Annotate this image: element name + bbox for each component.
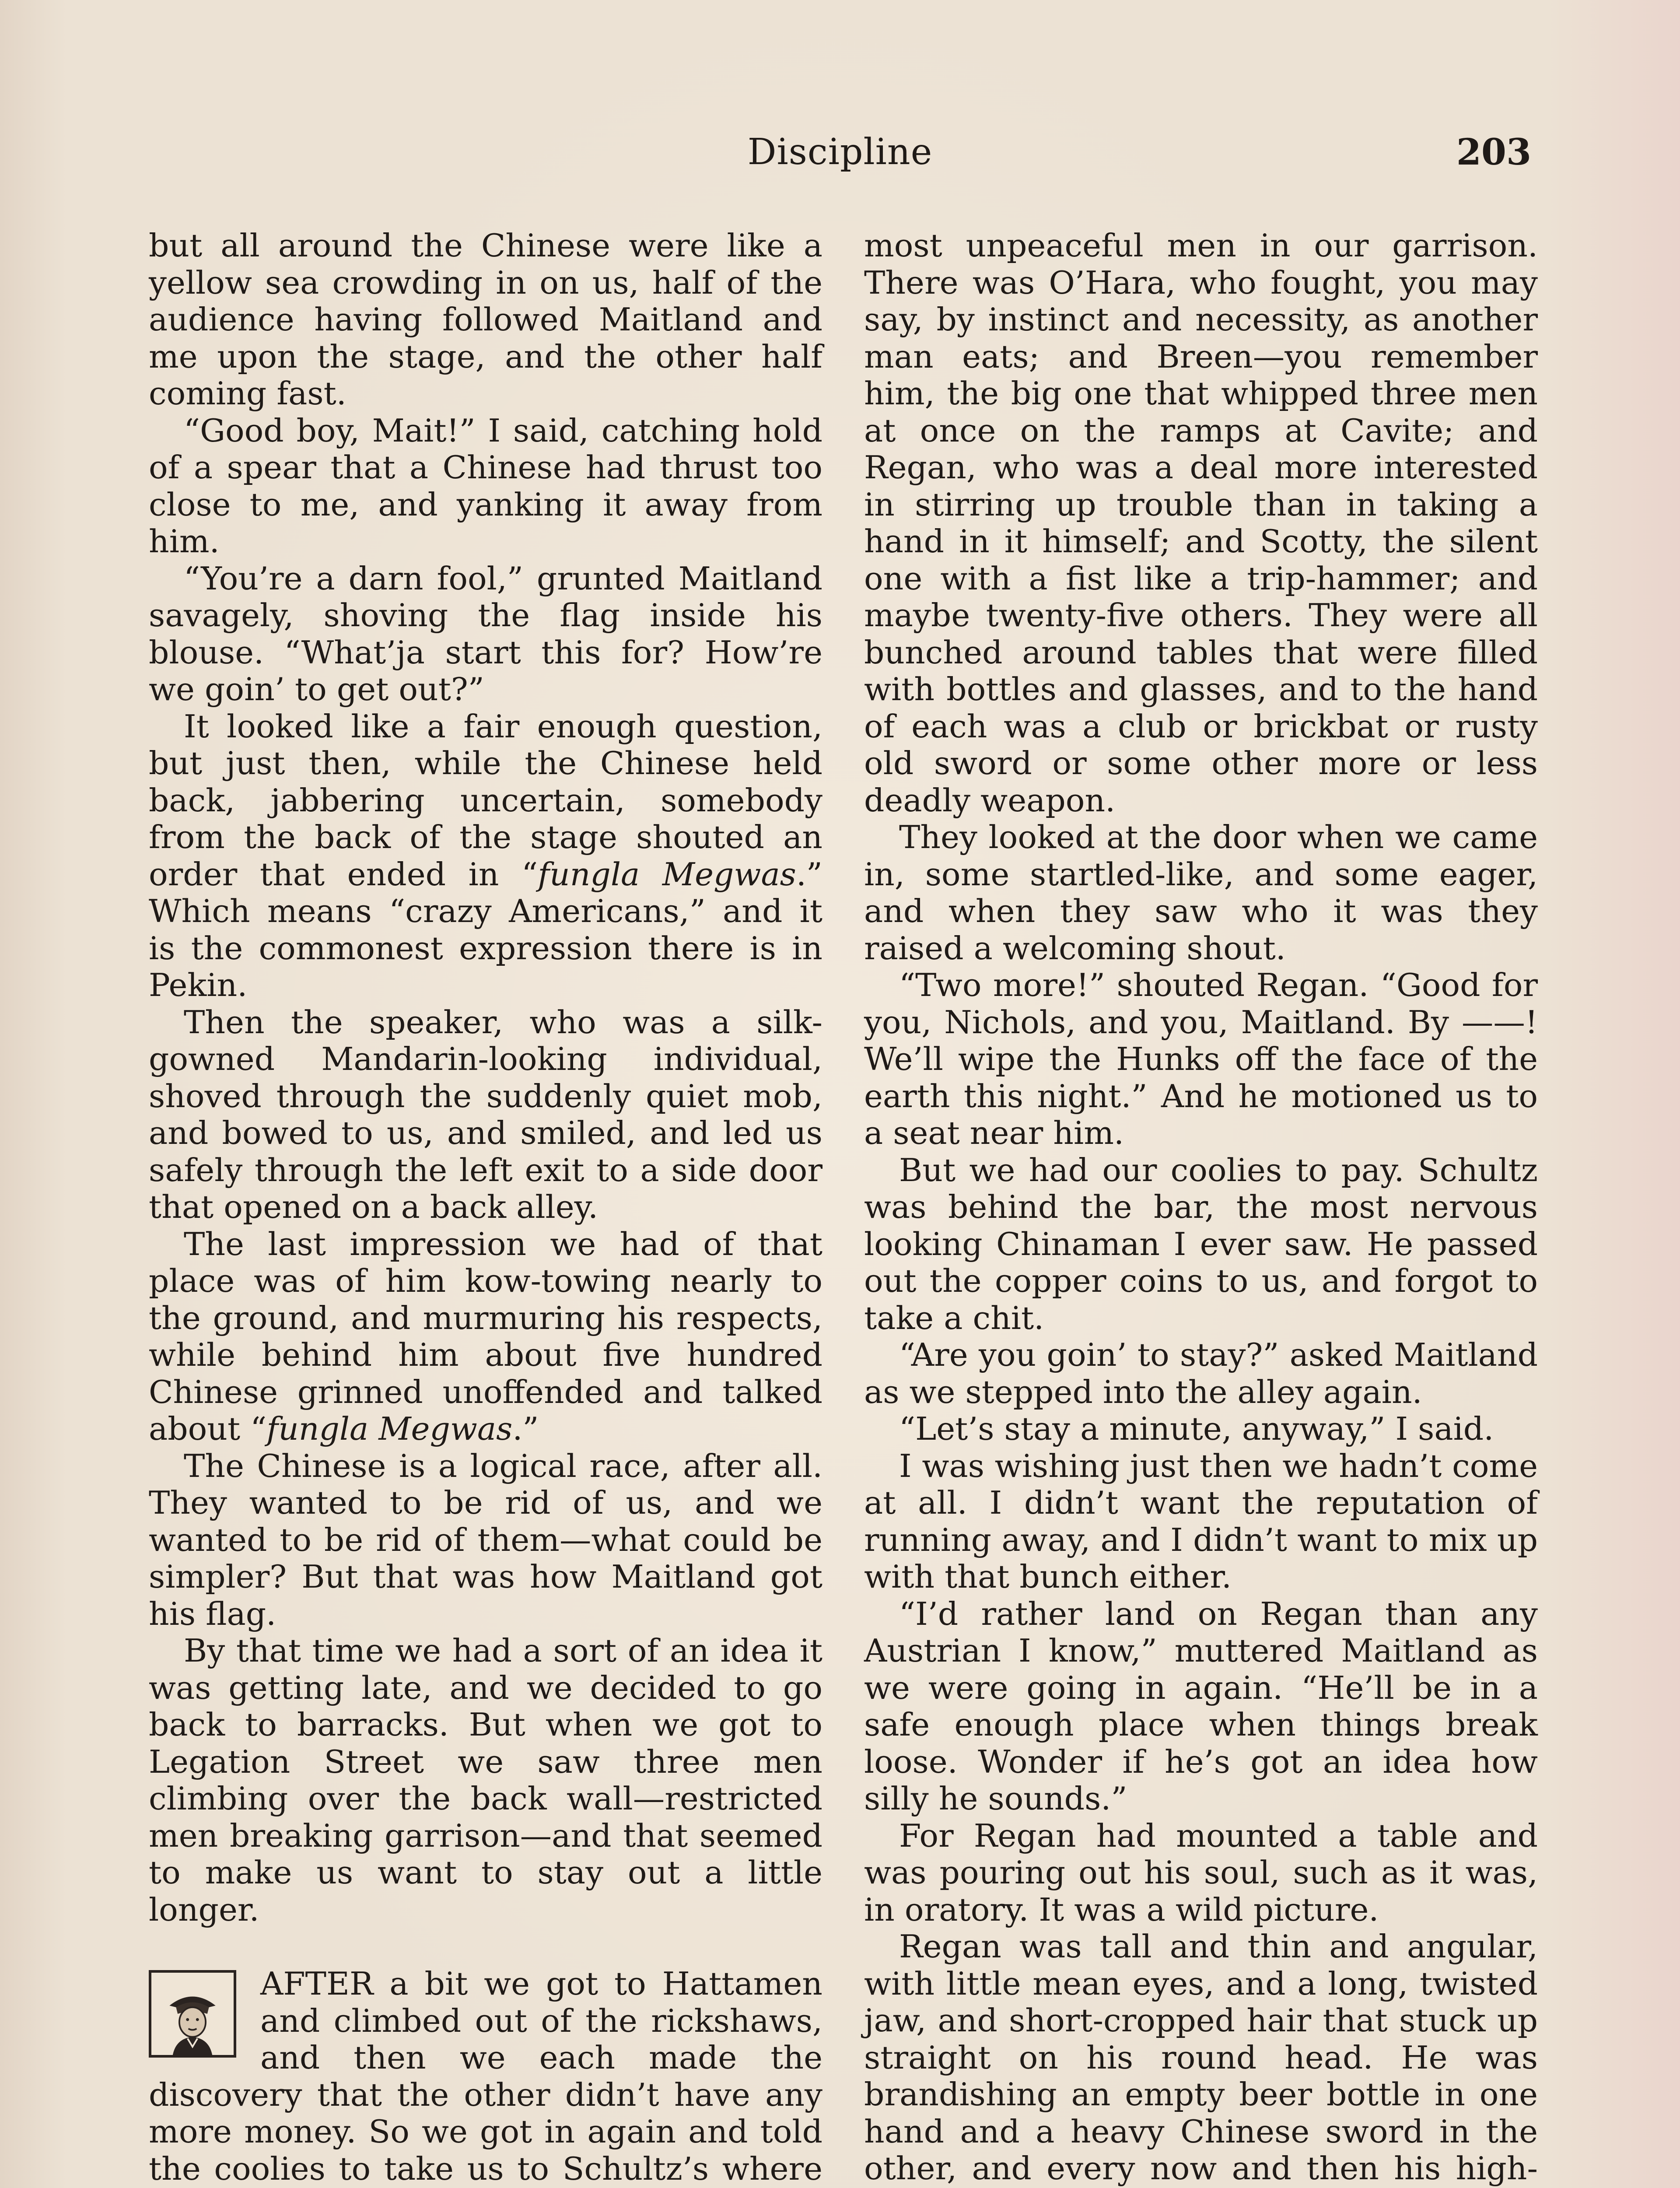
soldier-portrait-drawing xyxy=(151,1973,234,2055)
paragraph: Then the speaker, who was a silk-gowned Mandarin-looking individual, shoved through the suddenly quiet mob, and bowed to us, and smiled, and led us safely through the left exit to a side door that opened on a back alley. xyxy=(149,1004,822,1226)
paragraph: “I’d rather land on Regan than any Austrian I know,” muttered Maitland as we were going in again. “He’ll be in a safe enough place when things break loose. Wonder if he’s got an idea how silly he sounds.” xyxy=(864,1595,1538,1817)
text-run: It looked like a fair enough question, but just then, while the Chinese held back, jabbering uncertain, somebody from the back of the stage shouted an order that ended in “ xyxy=(149,708,822,893)
paragraph: “Good boy, Mait!” I said, catching hold of a spear that a Chinese had thrust too close to me, and yanking it away from him. xyxy=(149,412,822,560)
paragraph: I was wishing just then we hadn’t come at all. I didn’t want the reputation of running away, and I didn’t want to mix up with that bunch either. xyxy=(864,1448,1538,1595)
paragraph: But we had our coolies to pay. Schultz was behind the bar, the most nervous looking Chinaman I ever saw. He passed out the copper coins to us, and forgot to take a chit. xyxy=(864,1152,1538,1337)
paragraph: but all around the Chinese were like a yellow sea crowding in on us, half of the audience having followed Maitland and me upon the stage, and the other half coming fast. xyxy=(149,228,822,412)
paragraph: For Regan had mounted a table and was pouring out his soul, such as it was, in oratory. It was a wild picture. xyxy=(864,1817,1538,1929)
paragraph xyxy=(149,708,822,1004)
running-title: Discipline xyxy=(747,131,933,173)
right-column xyxy=(864,228,1538,2188)
paragraph: AFTER a bit we got to Hattamen and climbed out of the rickshaws, and then we each made the discovery that the other didn’t have any more money. So we got in again and told the coolies to take us to Schultz’s where xyxy=(149,1966,822,2188)
paragraph: Regan was tall and thin and angular, with little mean eyes, and a long, twisted jaw, and short-cropped hair that stuck up straight on his round head. He was brandishing an empty beer bottle in one hand and a heavy Chinese sword in the other, and every now and then his high- xyxy=(864,1929,1538,2187)
page-header xyxy=(149,131,1531,179)
paragraph: “You’re a darn fool,” grunted Maitland savagely, shoving the flag inside his blouse. “What’ja start this for? How’re we goin’ to get out?” xyxy=(149,560,822,708)
paragraph xyxy=(149,1226,822,1448)
page-number: 203 xyxy=(1456,131,1531,173)
paragraph: By that time we had a sort of an idea it was getting late, and we decided to go back to barracks. But when we got to Legation Street we saw three men climbing over the back wall—restricted men breaking garrison—and that seemed to make us want to stay out a little longer. xyxy=(149,1633,822,1929)
section-start xyxy=(149,1966,822,2188)
paragraph: most unpeaceful men in our garrison. There was O’Hara, who fought, you may say, by instinct and necessity, as another man eats; and Breen—you remember him, the big one that whipped three men at once on the ramps at Cavite; and Regan, who was a deal more interested in stirring up trouble than in taking a hand in it himself; and Scotty, the silent one with a fist like a trip-hammer; and maybe twenty-five others. They were all bunched around tables that were filled with bottles and glasses, and to the hand of each was a club or brickbat or rusty old sword or some other more or less deadly weapon. xyxy=(864,228,1538,819)
text-run: .” xyxy=(512,1411,539,1448)
paragraph: “Let’s stay a minute, anyway,” I said. xyxy=(899,1411,1494,1448)
italic-phrase: fungla Megwas xyxy=(538,856,796,893)
text-run: The last impression we had of that place was of him kow-towing nearly to the ground, and murmuring his respects, while behind him about five hundred Chinese grinned unoffended and talked about “ xyxy=(149,1226,822,1448)
paragraph: The Chinese is a logical race, after all. They wanted to be rid of us, and we wanted to be rid of them—what could be simpler? But that was how Maitland got his flag. xyxy=(149,1448,822,1633)
left-column xyxy=(149,228,822,2188)
paragraph: “Are you goin’ to stay?” asked Maitland as we stepped into the alley again. xyxy=(864,1337,1538,1411)
paragraph: They looked at the door when we came in, some startled-like, and some eager, and when they saw who it was they raised a welcoming shout. xyxy=(864,819,1538,967)
soldier-portrait-icon xyxy=(149,1970,236,2058)
text-run: .” Which means “crazy Americans,” and it is the commonest expression there is in Pekin. xyxy=(149,856,823,1004)
italic-phrase: fungla Megwas xyxy=(266,1411,513,1448)
paragraph: “Two more!” shouted Regan. “Good for you, Nichols, and you, Maitland. By ——! We’ll wipe the Hunks off the face of the earth this night.” And he motioned us to a seat near him. xyxy=(864,967,1538,1152)
